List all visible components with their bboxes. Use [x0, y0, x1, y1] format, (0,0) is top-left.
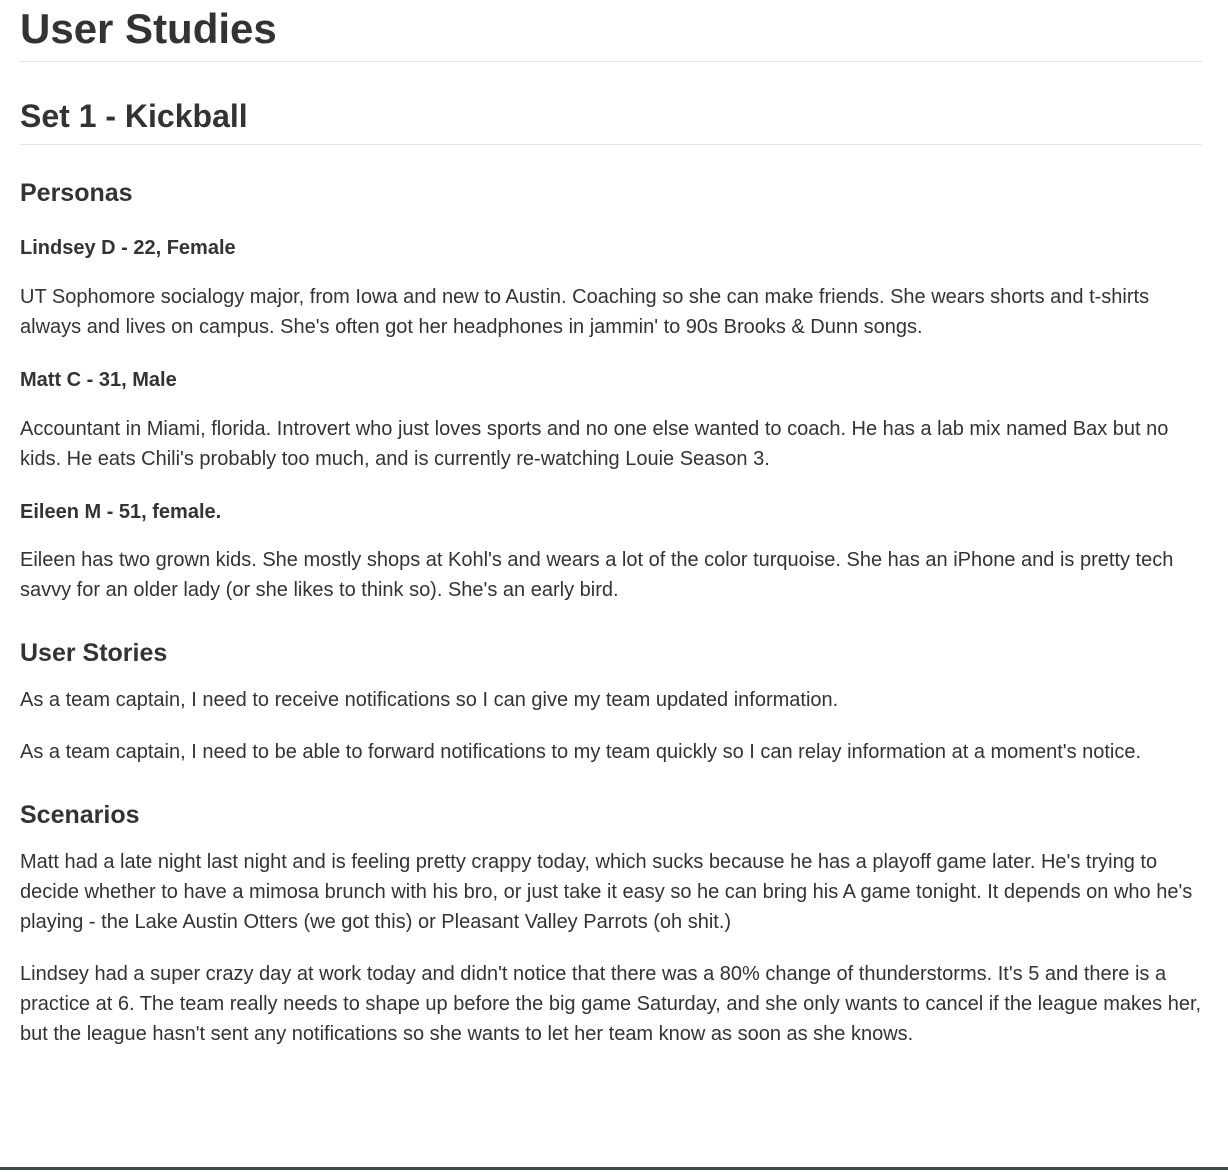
user-story-item: As a team captain, I need to receive notifications so I can give my team updated information. [20, 689, 839, 711]
scenario-item: Matt had a late night last night and is feeling pretty crappy today, which sucks because he has a playoff game later. He's trying to decide whether to have a mimosa brunch with his bro, or just take it easy so he can bring his A game tonight. It depends on who he's playing - the Lake Austin Otters (we got this) or Pleasant Valley Parrots (oh shit.) [20, 851, 1193, 933]
persona-description-eileen: Eileen has two grown kids. She mostly shops at Kohl's and wears a lot of the color turquoise. She has an iPhone and is pretty tech savvy for an older lady (or she likes to think so). She's an early bird. [20, 549, 1174, 601]
persona-name-lindsey: Lindsey D - 22, Female [20, 237, 236, 259]
personas-heading: Personas [20, 179, 133, 207]
user-stories-heading: User Stories [20, 639, 168, 667]
persona-name-eileen: Eileen M - 51, female. [20, 501, 222, 523]
page-title: User Studies [20, 0, 1202, 62]
bottom-divider [0, 1167, 1228, 1170]
scenario-item: Lindsey had a super crazy day at work today and didn't notice that there was a 80% change of thunderstorms. It's 5 and there is a practice at 6. The team really needs to shape up before the big game Saturday, and she only wants to cancel if the league makes her, but the league hasn't sent any notifications so she wants to let her team know as soon as she knows. [20, 963, 1202, 1045]
section-heading-set-1: Set 1 - Kickball [20, 92, 1202, 145]
persona-name-matt: Matt C - 31, Male [20, 369, 177, 391]
persona-description-lindsey: UT Sophomore socialogy major, from Iowa and new to Austin. Coaching so she can make friends. She wears shorts and t-shirts always and lives on campus. She's often got her headphones in jammin' to 90s Brooks & Dunn songs. [20, 286, 1150, 338]
user-story-item: As a team captain, I need to be able to forward notifications to my team quickly so I can relay information at a moment's notice. [20, 741, 1142, 763]
document-body [20, 0, 1202, 1049]
scenarios-heading: Scenarios [20, 801, 140, 829]
persona-description-matt: Accountant in Miami, florida. Introvert who just loves sports and no one else wanted to coach. He has a lab mix named Bax but no kids. He eats Chili's probably too much, and is currently re-watching Louie Season 3. [20, 418, 1169, 470]
